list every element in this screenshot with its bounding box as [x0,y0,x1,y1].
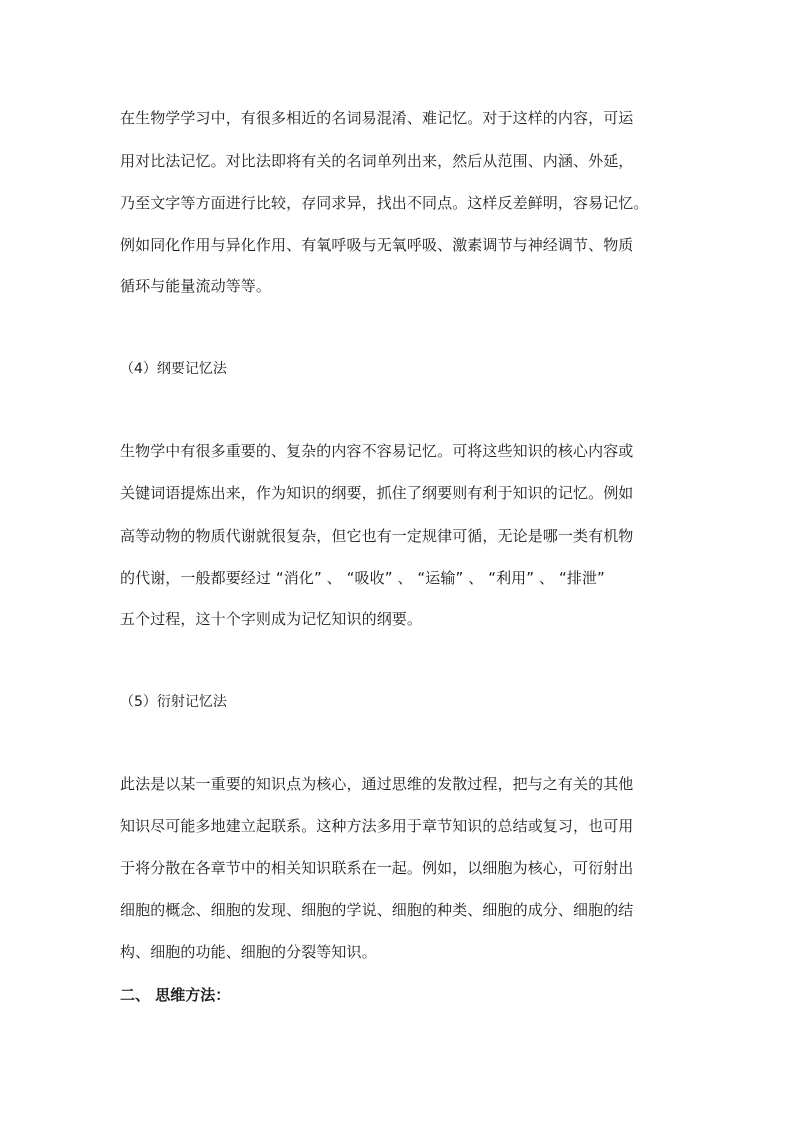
paragraph-line: 循环与能量流动等等。 [120,277,272,295]
paragraph-line: 高等动物的物质代谢就很复杂，但它也有一定规律可循，无论是哪一类有机物 [120,527,634,545]
paragraph-line: 例如同化作用与异化作用、有氧呼吸与无氧呼吸、激素调节与神经调节、物质 [120,236,634,254]
paragraph-line: 细胞的概念、细胞的发现、细胞的学说、细胞的种类、细胞的成分、细胞的结 [120,901,634,919]
section-heading-thinking-methods: 二、 思维方法： [120,986,231,1004]
paragraph-line: 生物学中有很多重要的、复杂的内容不容易记忆。可将这些知识的核心内容或 [120,442,634,460]
paragraph-line: 此法是以某一重要的知识点为核心，通过思维的发散过程，把与之有关的其他 [120,775,634,793]
paragraph-line: 五个过程，这十个字则成为记忆知识的纲要。 [120,610,423,628]
paragraph-line: 关键词语提炼出来，作为知识的纲要，抓住了纲要则有利于知识的记忆。例如 [120,484,634,502]
heading-outline-memory: （4）纲要记忆法 [120,361,227,377]
heading-diffraction-memory: （5）衍射记忆法 [120,694,227,710]
paragraph-line: 构、细胞的功能、细胞的分裂等知识。 [120,943,377,961]
paragraph-line: 乃至文字等方面进行比较，存同求异，找出不同点。这样反差鲜明，容易记忆。 [120,194,649,212]
paragraph-line: 在生物学学习中，有很多相近的名词易混淆、难记忆。对于这样的内容，可运 [120,109,634,127]
paragraph-line: 知识尽可能多地建立起联系。这种方法多用于章节知识的总结或复习，也可用 [120,817,634,835]
paragraph-line: 于将分散在各章节中的相关知识联系在一起。例如，以细胞为核心，可衍射出 [120,859,634,877]
paragraph-line: 用对比法记忆。对比法即将有关的名词单列出来，然后从范围、内涵、外延， [120,152,634,170]
paragraph-line: 的代谢，一般都要经过 “消化” 、 “吸收” 、 “运输” 、 “利用” 、 “排泄” [120,569,605,587]
